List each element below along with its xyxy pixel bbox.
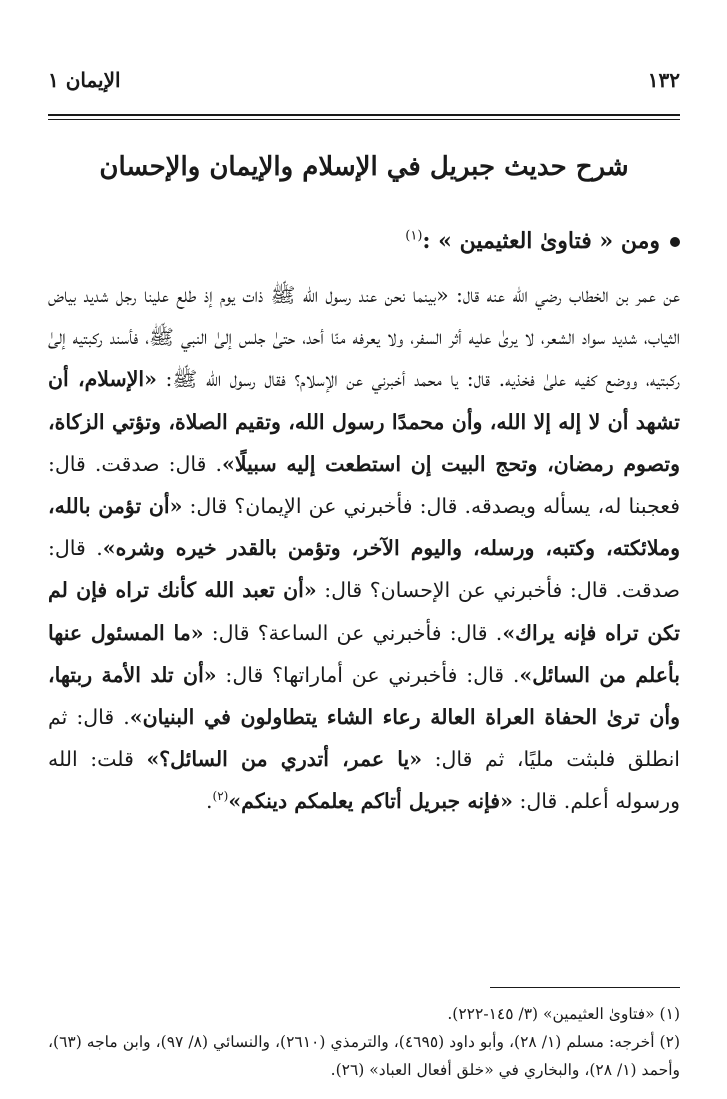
bullet-icon <box>670 237 680 247</box>
footnote-ref-1: (١) <box>405 228 423 244</box>
narration-text: . <box>206 789 213 814</box>
hadith-quote-question: «يا عمر، أتدري من السائل؟» <box>146 747 423 772</box>
header-rule-thick <box>48 114 680 116</box>
running-title: الإيمان ١ <box>48 68 121 92</box>
narration-text: عن عمر بن الخطاب رضي الله عنه قال: «بينما نحن عند رسول الله ﷺ ذات يوم إذ طلع علينا رجل شديد بياض الثياب، شديد سواد الشعر، لا يرىٰ عليه أثر السفر، ولا يعرفه منّا أحد، حتىٰ جلس إلىٰ النبي ﷺ، فأسند ركبتيه إلىٰ ركبتيه، ووضع كفيه علىٰ فخذيه. قال: يا محمد أخبرني عن الإسلام؟ فقال رسول الله ﷺ: <box>48 283 681 392</box>
hadith-quote-hour: «ما المسئول عنها بأعلم من السائل» <box>48 620 680 687</box>
hadith-quote-ihsan: «أن تعبد الله كأنك تراه فإن لم تكن تراه فإنه يراك» <box>48 578 680 645</box>
hadith-quote-jibril: «فإنه جبريل أتاكم يعلمكم دينكم» <box>228 789 513 814</box>
narration-text: . قال: فأخبرني عن أماراتها؟ قال: <box>216 662 520 687</box>
hadith-text <box>48 274 680 823</box>
footnotes <box>48 1000 680 1084</box>
footnote-rule <box>490 987 680 988</box>
source-text: ومن « فتاوىٰ العثيمين » : <box>422 228 660 254</box>
footnote-ref-2: (٢) <box>212 789 229 804</box>
footnote-2: (٢) أخرجه: مسلم (١/ ٢٨)، وأبو داود (٤٦٩٥)، والترمذي (٢٦١٠)، والنسائي (٨/ ٩٧)، وابن ماجه (٦٣)، وأحمد (١/ ٢٨)، والبخاري في «خلق أفعال العباد» (٢٦). <box>48 1033 680 1079</box>
book-page <box>48 60 681 1079</box>
narration-text: . قال: ثم انطلق فلبثت مليًا، ثم قال: <box>48 705 680 772</box>
hadith-quote-islam: «الإسلام، أن تشهد أن لا إله إلا الله، وأن محمدًا رسول الله، وتقيم الصلاة، وتؤتي الزكاة، وتصوم رمضان، وتحج البيت إن استطعت إليه سبيلًا» <box>48 367 680 476</box>
narration-text: قلت: الله ورسوله أعلم. قال: <box>48 747 680 814</box>
narration-text: . قال: صدقت. قال: فعجبنا له، يسأله ويصدقه. قال: فأخبرني عن الإيمان؟ قال: <box>48 451 680 519</box>
chapter-title: شرح حديث جبريل في الإسلام والإيمان والإحسان <box>99 152 629 182</box>
footnote-1: (١) «فتاوىٰ العثيمين» (٣/ ١٤٥-٢٢٢). <box>447 1005 680 1023</box>
narration-text: . قال: صدقت. قال: فأخبرني عن الإحسان؟ قال: <box>48 536 681 603</box>
source-line <box>405 228 680 254</box>
page-header <box>48 60 680 94</box>
header-rule-thin <box>48 119 680 120</box>
hadith-quote-signs: «أن تلد الأمة ربتها، وأن ترىٰ الحفاة العراة العالة رعاء الشاء يتطاولون في البنيان» <box>48 662 680 730</box>
hadith-quote-iman: «أن تؤمن بالله، وملائكته، وكتبه، ورسله، واليوم الآخر، وتؤمن بالقدر خيره وشره» <box>48 494 680 561</box>
narration-text: . قال: فأخبرني عن الساعة؟ قال: <box>203 620 503 645</box>
page-number: ١٣٢ <box>647 68 680 92</box>
